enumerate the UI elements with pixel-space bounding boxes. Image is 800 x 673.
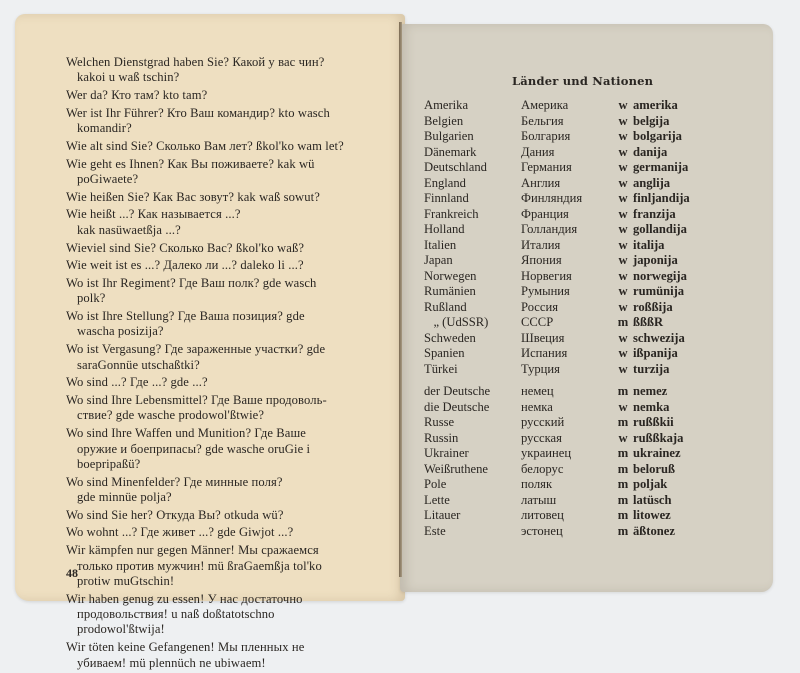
german-term: Rumänien (424, 284, 476, 299)
gender-marker: w (618, 160, 628, 175)
transliteration (616, 400, 669, 415)
gender-marker: m (617, 384, 629, 399)
german-term: Bulgarien (424, 129, 474, 144)
phrase-line: Wie weit ist es ...? Далеко ли ...? daleko li ...? (66, 258, 304, 273)
russian-term: СССР (521, 315, 554, 330)
german-term: Pole (424, 477, 447, 492)
gender-marker: m (617, 446, 629, 461)
gender-marker: w (618, 361, 628, 376)
transliteration (616, 129, 682, 144)
german-term: Russe (424, 415, 455, 430)
phrase-line: Wo sind Ihre Lebensmittel? Где Ваше продоволь- (66, 392, 327, 407)
transliteration (616, 238, 664, 253)
gender-marker: w (618, 399, 628, 414)
russian-term: немка (521, 399, 553, 414)
transliteration-text: ißpanija (633, 346, 678, 361)
german-term: Litauer (424, 508, 461, 523)
german-term: Holland (424, 222, 465, 237)
gender-marker: m (617, 523, 629, 538)
phrase-entry (66, 640, 366, 671)
book-spine (399, 22, 402, 577)
transliteration (616, 508, 671, 523)
transliteration-text: bolgarija (633, 129, 682, 144)
page-number: 48 (66, 566, 78, 580)
phrase-entry (66, 88, 366, 103)
transliteration (616, 477, 667, 492)
transliteration-text: turzija (633, 361, 670, 376)
phrase-entry (66, 309, 366, 340)
transliteration (616, 222, 687, 237)
phrase-line: продовольствия! u naß doßtatotschno (77, 607, 275, 622)
transliteration-text: finljandija (633, 191, 690, 206)
country-row (424, 362, 714, 378)
russian-term: Америка (521, 98, 569, 113)
phrase-entry (66, 207, 366, 238)
phrase-line: poGiwaete? (77, 172, 139, 187)
german-term: Lette (424, 492, 450, 507)
transliteration-text: norwegija (633, 268, 687, 283)
phrase-line: wascha posizija? (77, 324, 164, 339)
phrase-entry (66, 393, 366, 424)
transliteration (616, 176, 670, 191)
transliteration-text: nemez (633, 384, 668, 399)
phrase-entry (66, 525, 366, 540)
nationality-row (424, 524, 714, 540)
country-row (424, 191, 714, 207)
phrase-line: оружие и боеприпасы? gde wasche oruGie i (77, 441, 311, 456)
transliteration-text: schwezija (633, 330, 685, 345)
phrase-entry (66, 342, 366, 373)
phrase-entry (66, 475, 366, 506)
transliteration-text: litowez (633, 508, 671, 523)
gender-marker: w (618, 113, 628, 128)
phrase-entry (66, 106, 366, 137)
phrase-line: komandir? (77, 121, 132, 136)
phrase-line: kak nasüwaetßja ...? (77, 222, 181, 237)
gender-marker: w (618, 299, 628, 314)
transliteration-text: rußßkii (633, 415, 674, 430)
transliteration-text: äßtonez (633, 523, 675, 538)
russian-term: немец (521, 384, 554, 399)
german-term: die Deutsche (424, 399, 490, 414)
transliteration-text: danija (633, 144, 668, 159)
phrase-list (66, 55, 366, 673)
phrase-line: Wer da? Кто там? kto tam? (66, 88, 208, 103)
phrase-line: Wo sind ...? Где ...? gde ...? (66, 375, 208, 390)
phrase-line: Wie heißen Sie? Как Вас зовут? kak waß sowut? (66, 189, 320, 204)
german-term: Schweden (424, 330, 476, 345)
phrase-entry (66, 190, 366, 205)
phrase-line: Wieviel sind Sie? Сколько Вас? ßkol'ko waß? (66, 240, 305, 255)
transliteration (616, 253, 678, 268)
phrase-entry (66, 592, 366, 638)
country-row (424, 315, 714, 331)
phrase-line: prodowol'ßtwija! (77, 622, 165, 637)
gender-marker: w (618, 191, 628, 206)
transliteration (616, 431, 683, 446)
german-term: Dänemark (424, 144, 477, 159)
country-row (424, 300, 714, 316)
russian-term: Испания (521, 346, 568, 361)
russian-term: Норвегия (521, 268, 572, 283)
phrase-line: Welchen Dienstgrad haben Sie? Какой у вас чин? (66, 55, 325, 69)
russian-term: эстонец (521, 523, 563, 538)
transliteration (616, 362, 669, 377)
russian-term: белорус (521, 461, 564, 476)
nationality-row (424, 508, 714, 524)
phrase-line: saraGonnüe utschaßtki? (77, 357, 200, 372)
country-row (424, 207, 714, 223)
phrase-entry (66, 258, 366, 273)
russian-term: Болгария (521, 129, 571, 144)
russian-term: литовец (521, 508, 564, 523)
gender-marker: m (617, 508, 629, 523)
russian-term: Бельгия (521, 113, 564, 128)
phrase-line: Wir haben genug zu essen! У нас достаточно (66, 591, 303, 606)
transliteration-text: belgija (633, 113, 670, 128)
russian-term: Германия (521, 160, 572, 175)
phrase-line: Wie heißt ...? Как называется ...? (66, 207, 241, 222)
phrase-line: ствие? gde wasche prodowol'ßtwie? (77, 408, 265, 423)
transliteration (616, 462, 675, 477)
german-term: Russin (424, 430, 459, 445)
nationality-row (424, 431, 714, 447)
transliteration-text: rußßkaja (633, 430, 684, 445)
transliteration (616, 98, 678, 113)
nationality-row (424, 400, 714, 416)
german-term: Ukrainer (424, 446, 469, 461)
transliteration-text: roßßija (633, 299, 673, 314)
gender-marker: w (618, 284, 628, 299)
phrase-line: Wie alt sind Sie? Сколько Вам лет? ßkol'ko wam let? (66, 138, 344, 153)
transliteration-text: ßßßR (633, 315, 664, 330)
nationality-row (424, 493, 714, 509)
country-row (424, 114, 714, 130)
country-row (424, 331, 714, 347)
transliteration (616, 300, 673, 315)
german-term: Este (424, 523, 446, 538)
german-term: Frankreich (424, 206, 479, 221)
nationality-row (424, 384, 714, 400)
transliteration-text: gollandija (633, 222, 687, 237)
transliteration (616, 446, 681, 461)
transliteration (616, 269, 687, 284)
russian-term: украинец (521, 446, 572, 461)
nationalities-table (424, 384, 714, 539)
gender-marker: m (617, 492, 629, 507)
phrase-entry (66, 139, 366, 154)
phrase-line: Wo sind Sie her? Откуда Вы? otkuda wü? (66, 507, 284, 522)
german-term: Spanien (424, 346, 465, 361)
phrase-line: только против мужчин! mü ßraGaemßja tol'ko (77, 558, 322, 573)
phrase-line: убиваем! mü plennüch ne ubiwaem! (77, 655, 266, 670)
country-row (424, 238, 714, 254)
transliteration (616, 145, 667, 160)
phrase-entry (66, 426, 366, 472)
gender-marker: m (617, 415, 629, 430)
country-row (424, 129, 714, 145)
gender-marker: w (618, 206, 628, 221)
gender-marker: w (618, 175, 628, 190)
phrase-line: kakoi u waß tschin? (77, 70, 180, 85)
phrase-line: Wir töten keine Gefangenen! Мы пленных не (66, 640, 305, 655)
phrase-line: Wo sind Ihre Waffen und Munition? Где Ваше (66, 426, 306, 441)
phrase-line: Wo ist Ihre Stellung? Где Ваша позиция? gde (66, 309, 305, 324)
section-heading: Länder und Nationen (512, 74, 654, 88)
country-row (424, 269, 714, 285)
phrase-line: gde minnüe polja? (77, 490, 172, 505)
phrase-entry (66, 508, 366, 523)
german-term: Türkei (424, 361, 458, 376)
country-row (424, 145, 714, 161)
russian-term: Турция (521, 361, 560, 376)
gender-marker: w (618, 330, 628, 345)
russian-term: Италия (521, 237, 561, 252)
russian-term: поляк (521, 477, 553, 492)
transliteration (616, 114, 669, 129)
gender-marker: w (618, 346, 628, 361)
russian-term: Дания (521, 144, 555, 159)
country-row (424, 98, 714, 114)
transliteration-text: italija (633, 237, 665, 252)
nationality-row (424, 462, 714, 478)
gender-marker: m (617, 461, 629, 476)
transliteration-text: poljak (633, 477, 668, 492)
phrase-entry (66, 543, 366, 589)
russian-term: Румыния (521, 284, 570, 299)
phrase-line: Wo wohnt ...? Где живет ...? gde Giwjot ...? (66, 525, 294, 540)
transliteration-text: anglija (633, 175, 671, 190)
russian-term: латыш (521, 492, 557, 507)
transliteration-text: japonija (633, 253, 678, 268)
german-term: Rußland (424, 299, 467, 314)
german-term: der Deutsche (424, 384, 491, 399)
transliteration-text: latüsch (633, 492, 672, 507)
gender-marker: m (617, 477, 629, 492)
transliteration-text: ukrainez (633, 446, 681, 461)
country-row (424, 160, 714, 176)
phrase-entry (66, 55, 366, 86)
phrase-entry (66, 157, 366, 188)
russian-term: Швеция (521, 330, 565, 345)
nationality-row (424, 477, 714, 493)
transliteration-text: germanija (633, 160, 689, 175)
countries-table (424, 98, 714, 377)
transliteration (616, 493, 672, 508)
russian-term: Франция (521, 206, 569, 221)
german-term: Italien (424, 237, 457, 252)
phrase-line: Wo sind Minenfelder? Где минные поля? (66, 474, 283, 489)
gender-marker: w (618, 430, 628, 445)
country-row (424, 284, 714, 300)
german-term: „ (UdSSR) (424, 315, 489, 330)
phrase-line: Wo ist Vergasung? Где зараженные участки? gde (66, 342, 326, 357)
german-term: Japan (424, 253, 453, 268)
russian-term: русская (521, 430, 562, 445)
german-term: Weißruthene (424, 461, 489, 476)
gender-marker: w (618, 253, 628, 268)
transliteration (616, 384, 667, 399)
transliteration-text: rumünija (633, 284, 685, 299)
transliteration (616, 415, 674, 430)
country-row (424, 176, 714, 192)
phrase-line: Wir kämpfen nur gegen Männer! Мы сражаемся (66, 543, 319, 558)
russian-term: Голландия (521, 222, 578, 237)
transliteration (616, 346, 678, 361)
german-term: Belgien (424, 113, 464, 128)
russian-term: Россия (521, 299, 559, 314)
gender-marker: w (618, 129, 628, 144)
russian-term: Финляндия (521, 191, 583, 206)
phrase-line: Wo ist Ihr Regiment? Где Ваш полк? gde wasch (66, 275, 317, 290)
russian-term: Япония (521, 253, 562, 268)
transliteration (616, 207, 676, 222)
transliteration-text: beloruß (633, 461, 675, 476)
transliteration (616, 284, 684, 299)
phrase-line: protiw muGtschin! (77, 573, 175, 588)
nationality-row (424, 415, 714, 431)
country-row (424, 346, 714, 362)
phrase-line: polk? (77, 291, 106, 306)
transliteration (616, 160, 688, 175)
transliteration (616, 524, 675, 539)
country-row (424, 253, 714, 269)
gender-marker: w (618, 237, 628, 252)
russian-term: русский (521, 415, 565, 430)
phrase-entry (66, 241, 366, 256)
phrase-entry (66, 375, 366, 390)
phrase-line: boepripaßü? (77, 456, 141, 471)
country-row (424, 222, 714, 238)
transliteration (616, 331, 685, 346)
gender-marker: w (618, 98, 628, 113)
transliteration (616, 315, 663, 330)
gender-marker: w (618, 222, 628, 237)
german-term: Finnland (424, 191, 469, 206)
phrase-line: Wie geht es Ihnen? Как Вы поживаете? kak wü (66, 156, 315, 171)
phrase-line: Wer ist Ihr Führer? Кто Ваш командир? kto wasch (66, 105, 330, 120)
german-term: England (424, 175, 466, 190)
gender-marker: w (618, 144, 628, 159)
transliteration-text: amerika (633, 98, 678, 113)
russian-term: Англия (521, 175, 561, 190)
german-term: Deutschland (424, 160, 487, 175)
german-term: Amerika (424, 98, 469, 113)
transliteration (616, 191, 690, 206)
gender-marker: m (617, 315, 629, 330)
gender-marker: w (618, 268, 628, 283)
nationality-row (424, 446, 714, 462)
transliteration-text: franzija (633, 206, 676, 221)
phrase-entry (66, 276, 366, 307)
german-term: Norwegen (424, 268, 477, 283)
transliteration-text: nemka (633, 399, 670, 414)
